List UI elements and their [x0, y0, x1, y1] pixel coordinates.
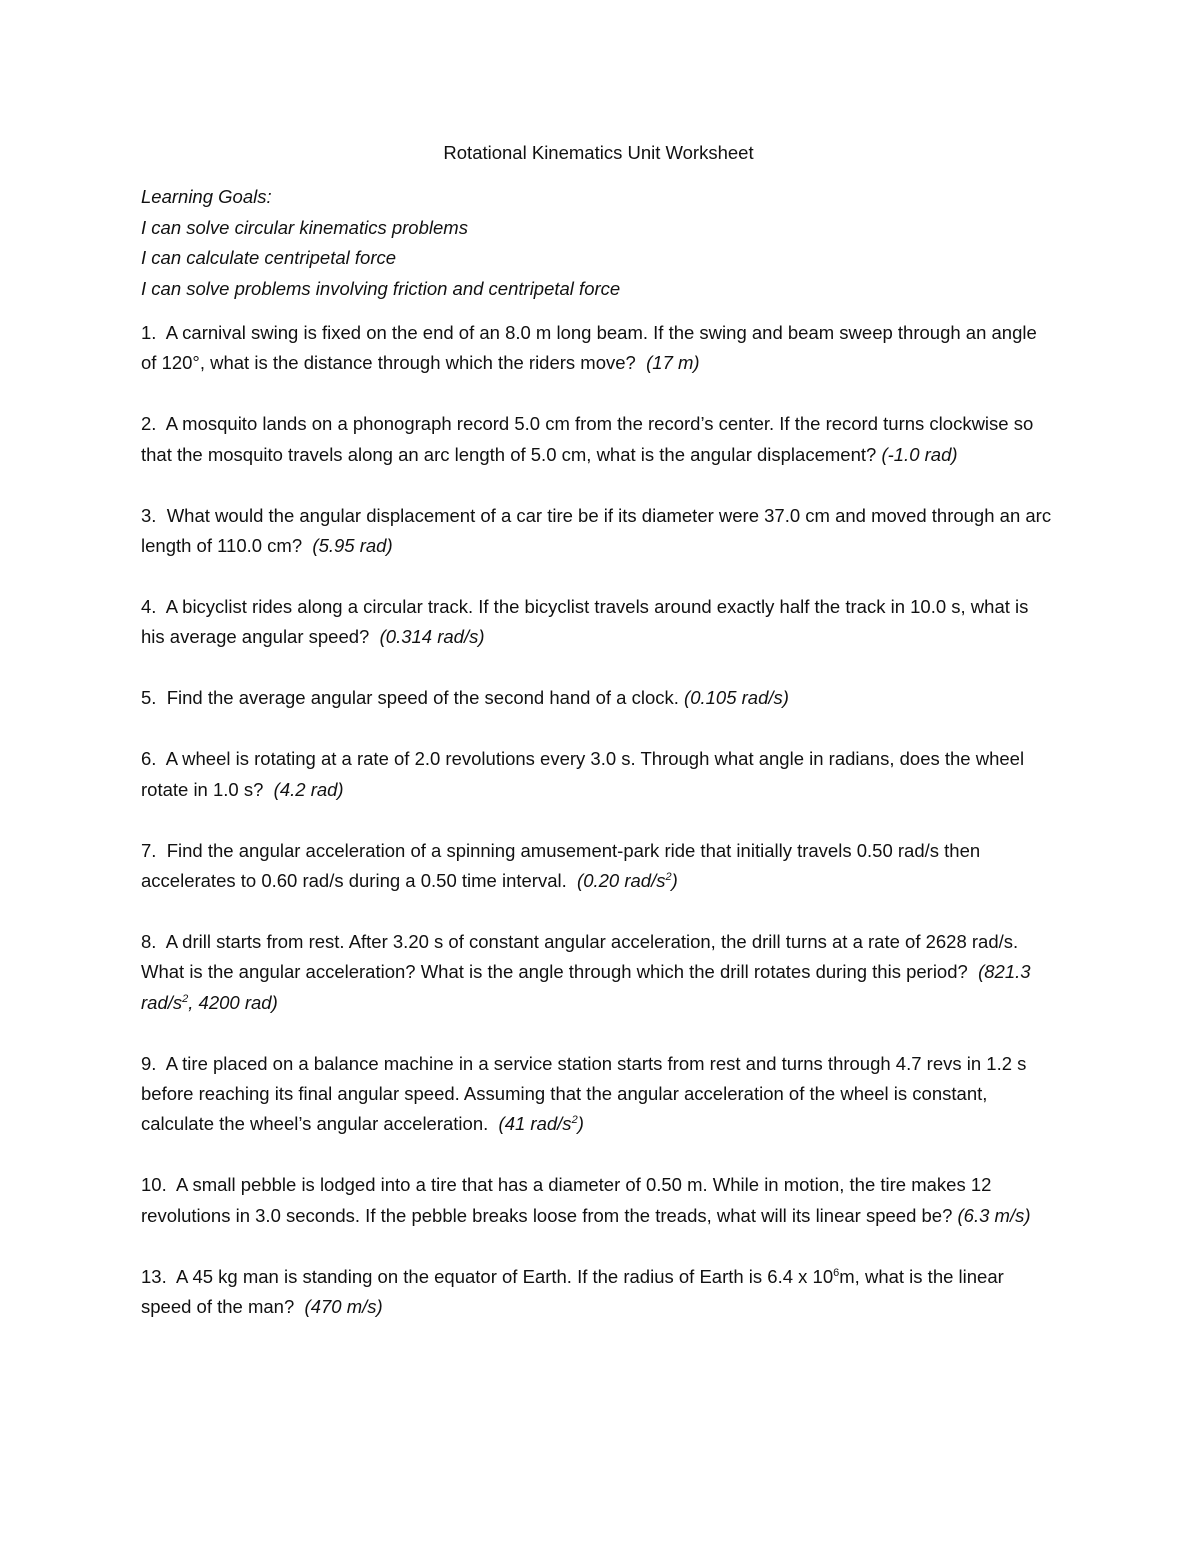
question-number: 7.: [141, 839, 157, 861]
answer-exponent: 2: [571, 1114, 578, 1127]
question-text: A drill starts from rest. After 3.20 s of constant angular acceleration, the drill turns at a rate of 2628 rad/s. What is the angular acceleration? What is the angle through which the drill rotates during this period?: [141, 930, 1019, 983]
answer-exponent: 2: [665, 870, 672, 883]
question-answer: (17 m): [646, 352, 700, 374]
question-text-part: A 45 kg man is standing on the equator of Earth. If the radius of Earth is 6.4 x 10: [175, 1265, 834, 1287]
question-answer: (0.314 rad/s): [379, 626, 485, 648]
question-exponent: 6: [833, 1266, 840, 1279]
question-3: [141, 501, 1056, 562]
question-answer: [499, 1113, 584, 1134]
answer-exponent: 2: [182, 992, 189, 1005]
question-number: 13.: [141, 1265, 167, 1287]
question-text: [141, 1266, 1004, 1317]
question-answer: (4.2 rad): [273, 778, 344, 800]
learning-goals: [141, 182, 1056, 304]
question-text: A carnival swing is fixed on the end of an 8.0 m long beam. If the swing and beam sweep through an angle of 120°, what is the distance through which the riders move?: [141, 322, 1037, 374]
question-answer: [577, 870, 678, 891]
question-number: 5.: [141, 687, 157, 709]
question-text: A bicyclist rides along a circular track. If the bicyclist travels around exactly half the track in 10.0 s, what is his average angular speed?: [141, 595, 1029, 648]
answer-part: (41 rad/s: [498, 1113, 572, 1135]
question-13: [141, 1262, 1056, 1323]
worksheet-page: [141, 138, 1056, 1353]
question-text: A wheel is rotating at a rate of 2.0 revolutions every 3.0 s. Through what angle in radians, does the wheel rotate in 1.0 s?: [141, 748, 1025, 800]
question-9: [141, 1049, 1056, 1140]
question-text: Find the average angular speed of the second hand of a clock.: [166, 687, 679, 709]
question-number: 2.: [141, 413, 157, 435]
question-text: A small pebble is lodged into a tire that has a diameter of 0.50 m. While in motion, the tire makes 12 revolutions in 3.0 seconds. If the pebble breaks loose from the treads, what will its linear speed be?: [141, 1174, 992, 1226]
question-number: 10.: [141, 1174, 167, 1196]
question-text-part: m, what is the linear speed of the man?: [141, 1265, 1004, 1317]
question-number: 1.: [141, 322, 157, 344]
question-8: [141, 927, 1056, 1018]
question-text: A tire placed on a balance machine in a service station starts from rest and turns through 4.7 revs in 1.2 s before reaching its final angular speed. Assuming that the angular acceleration of the wheel is constant, calculate the wheel’s angular acceleration.: [141, 1052, 1027, 1135]
answer-part: , 4200 rad): [188, 991, 278, 1013]
question-number: 4.: [141, 595, 157, 617]
learning-goal-item: I can solve problems involving friction and centripetal force: [141, 277, 621, 299]
question-answer: (0.105 rad/s): [684, 687, 789, 709]
question-text: Find the angular acceleration of a spinning amusement-park ride that initially travels 0.50 rad/s then accelerates to 0.60 rad/s during a 0.50 time interval.: [141, 839, 981, 891]
question-answer: (-1.0 rad): [881, 443, 958, 465]
question-answer: (470 m/s): [304, 1295, 383, 1317]
answer-part: ): [671, 869, 678, 891]
question-text: A mosquito lands on a phonograph record 5.0 cm from the record’s center. If the record turns clockwise so that the mosquito travels along an arc length of 5.0 cm, what is the angular displacement?: [141, 413, 1034, 465]
question-7: [141, 836, 1056, 897]
worksheet-title: Rotational Kinematics Unit Worksheet: [443, 142, 754, 163]
question-10: [141, 1170, 1056, 1231]
answer-part: (0.20 rad/s: [577, 869, 666, 891]
question-2: [141, 409, 1056, 470]
question-number: 6.: [141, 748, 157, 770]
question-number: 3.: [141, 504, 157, 526]
learning-goal-item: I can solve circular kinematics problems: [141, 216, 468, 238]
question-number: 8.: [141, 930, 157, 952]
learning-goals-heading: Learning Goals:: [141, 186, 272, 208]
question-answer: (6.3 m/s): [957, 1204, 1031, 1226]
question-6: [141, 744, 1056, 805]
learning-goal-item: I can calculate centripetal force: [141, 247, 397, 269]
question-text: What would the angular displacement of a car tire be if its diameter were 37.0 cm and moved through an arc length of 110.0 cm?: [141, 504, 1052, 557]
answer-part: ): [577, 1113, 584, 1135]
question-5: [141, 683, 1056, 713]
answer-part: (821.3 rad/s: [141, 961, 1031, 1013]
question-answer: (5.95 rad): [312, 535, 393, 557]
question-4: [141, 592, 1056, 653]
question-number: 9.: [141, 1052, 157, 1074]
question-1: [141, 318, 1056, 379]
